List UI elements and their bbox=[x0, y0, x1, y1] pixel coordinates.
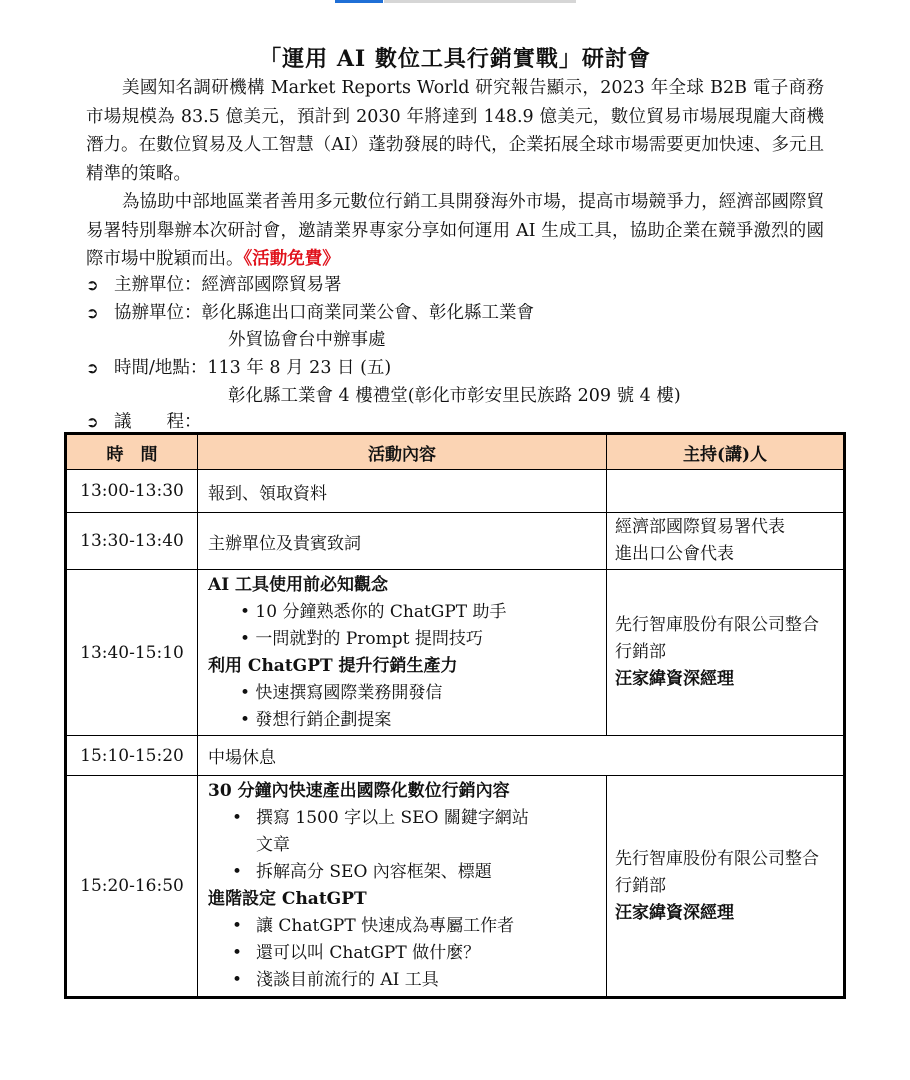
content-cell bbox=[198, 570, 607, 736]
bullet-dot: • bbox=[232, 808, 243, 828]
content-cell: 主辦單位及貴賓致詞 bbox=[198, 513, 607, 570]
session-item-cont: 文章 bbox=[256, 835, 290, 855]
host-org: 先行智庫股份有限公司整合行銷部 bbox=[615, 848, 819, 896]
co-organizer-text: 協辦單位：彰化縣進出口商業同業公會、彰化縣工業會 bbox=[114, 303, 534, 323]
intro-paragraph-2 bbox=[86, 188, 824, 274]
co-organizer-text-2: 外貿協會台中辦事處 bbox=[228, 330, 386, 350]
table-row bbox=[66, 776, 845, 998]
session-item: • 發想行銷企劃提案 bbox=[240, 709, 392, 730]
table-row bbox=[66, 513, 845, 570]
arrow-bullet-icon: ➲ bbox=[86, 359, 99, 377]
time-cell: 15:10-15:20 bbox=[66, 736, 198, 776]
place-text: 彰化縣工業會 4 樓禮堂(彰化市彰安里民族路 209 號 4 樓) bbox=[228, 386, 681, 406]
arrow-bullet-icon: ➲ bbox=[86, 413, 99, 431]
agenda-table bbox=[64, 432, 846, 999]
session-item bbox=[208, 913, 596, 940]
top-scroll-track bbox=[384, 0, 576, 3]
bullet-dot: • bbox=[232, 943, 243, 963]
host-cell bbox=[607, 776, 845, 998]
host-cell bbox=[607, 470, 845, 513]
agenda-label: 議 程： bbox=[114, 412, 202, 432]
bullet-dot: • bbox=[232, 970, 243, 990]
free-event-badge: 《活動免費》 bbox=[243, 249, 340, 269]
host-cell bbox=[607, 570, 845, 736]
host-org: 先行智庫股份有限公司整合行銷部 bbox=[615, 615, 819, 662]
speaker-name: 汪家緯資深經理 bbox=[615, 902, 734, 923]
session-heading: 進階設定 ChatGPT bbox=[208, 889, 367, 909]
session-item bbox=[208, 805, 596, 832]
organizer-text: 主辦單位：經濟部國際貿易署 bbox=[114, 275, 342, 295]
time-text: 時間/地點：113 年 8 月 23 日 (五) bbox=[114, 358, 392, 378]
intro-paragraph-1: 美國知名調研機構 Market Reports World 研究報告顯示，2023 年全球 B2B 電子商務市場規模為 83.5 億美元，預計到 2030 年將達到 148.9 億美元，數位貿易市場展現龐大商機潛力。在數位貿易及人工智慧（AI）蓬勃發展的時代，企業拓展全球市場需要更加快速、多元且精準的策略。 bbox=[86, 78, 824, 184]
organizer-row bbox=[86, 271, 342, 299]
content-cell: 報到、領取資料 bbox=[198, 470, 607, 513]
time-cell: 13:40-15:10 bbox=[66, 570, 198, 736]
session-item-text: 淺談目前流行的 AI 工具 bbox=[256, 970, 439, 990]
time-place-row bbox=[86, 354, 391, 382]
session-item bbox=[208, 940, 596, 967]
session-item-text: 還可以叫 ChatGPT 做什麼？ bbox=[256, 943, 481, 963]
time-cell: 13:30-13:40 bbox=[66, 513, 198, 570]
session-item bbox=[208, 859, 596, 886]
content-cell bbox=[198, 776, 607, 998]
intro-paragraph-2-text: 為協助中部地區業者善用多元數位行銷工具開發海外市場，提高市場競爭力，經濟部國際貿易署特別舉辦本次研討會，邀請業界專家分享如何運用 AI 生成工具，協助企業在競爭激烈的國際市場中脫穎而出。 bbox=[86, 192, 824, 269]
top-accent-bar bbox=[335, 0, 383, 3]
session-item bbox=[208, 967, 596, 994]
bullet-dot: • bbox=[232, 916, 243, 936]
time-cell: 15:20-16:50 bbox=[66, 776, 198, 998]
session-heading: 利用 ChatGPT 提升行銷生產力 bbox=[208, 655, 458, 676]
host-line: 進出口公會代表 bbox=[615, 544, 734, 564]
speaker-name: 汪家緯資深經理 bbox=[615, 669, 734, 689]
host-line: 經濟部國際貿易署代表 bbox=[615, 517, 785, 537]
table-row bbox=[66, 736, 845, 776]
session-item: • 一問就對的 Prompt 提問技巧 bbox=[240, 628, 483, 649]
header-host: 主持(講)人 bbox=[607, 434, 845, 470]
session-item-text: 讓 ChatGPT 快速成為專屬工作者 bbox=[256, 916, 515, 936]
header-time: 時 間 bbox=[66, 434, 198, 470]
agenda-header-row bbox=[66, 434, 845, 470]
session-item: • 快速撰寫國際業務開發信 bbox=[240, 682, 443, 703]
session-heading: AI 工具使用前必知觀念 bbox=[208, 574, 389, 595]
session-item-text: 撰寫 1500 字以上 SEO 關鍵字網站 bbox=[256, 808, 529, 828]
host-cell bbox=[607, 513, 845, 570]
header-content: 活動內容 bbox=[198, 434, 607, 470]
session-heading: 30 分鐘內快速產出國際化數位行銷內容 bbox=[208, 781, 510, 801]
session-item: • 10 分鐘熟悉你的 ChatGPT 助手 bbox=[240, 601, 507, 622]
bullet-dot: • bbox=[232, 862, 243, 882]
session-item-text: 拆解高分 SEO 內容框架、標題 bbox=[256, 862, 492, 882]
page-title: 「運用 AI 數位工具行銷實戰」研討會 bbox=[259, 46, 651, 72]
time-cell: 13:00-13:30 bbox=[66, 470, 198, 513]
table-row bbox=[66, 570, 845, 736]
arrow-bullet-icon: ➲ bbox=[86, 276, 99, 294]
co-organizer-row bbox=[86, 299, 534, 327]
table-row bbox=[66, 470, 845, 513]
arrow-bullet-icon: ➲ bbox=[86, 304, 99, 322]
content-cell: 中場休息 bbox=[198, 736, 845, 776]
